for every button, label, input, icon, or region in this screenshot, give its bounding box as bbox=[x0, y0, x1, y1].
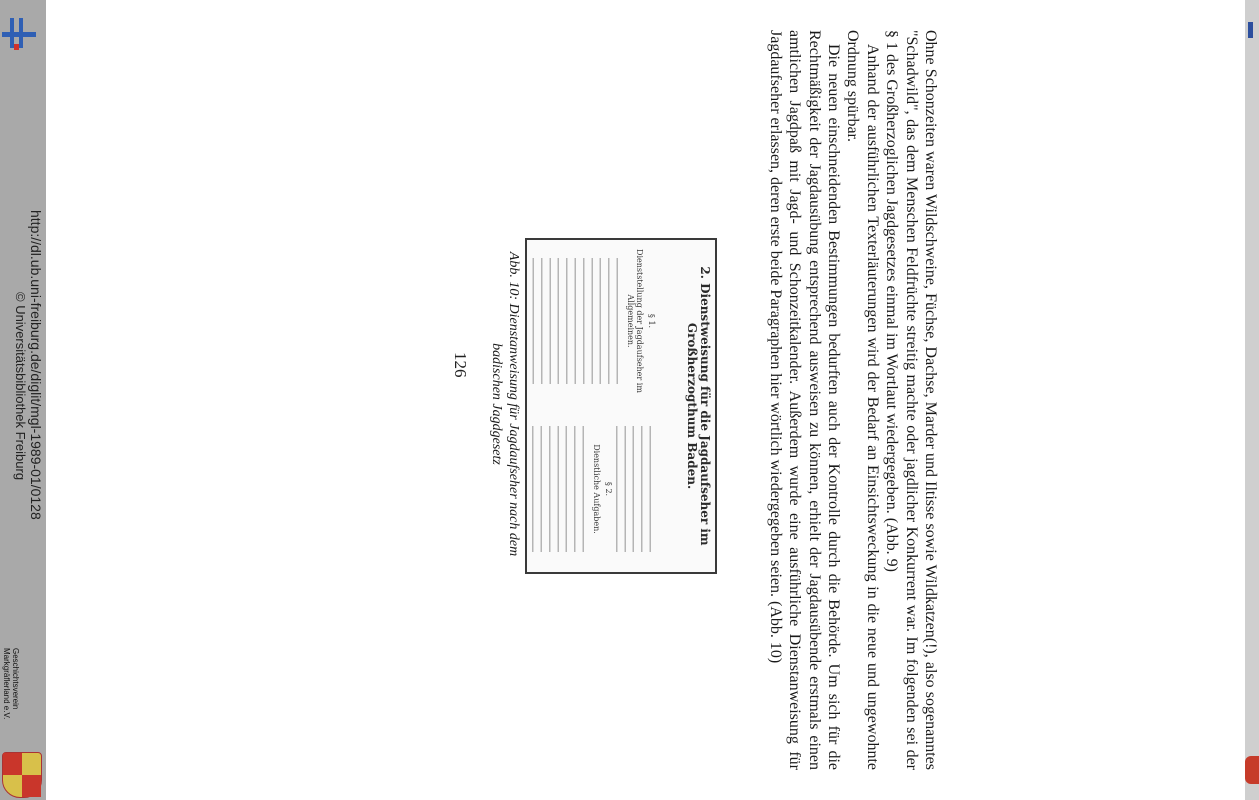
facsimile-section-1-head: Dienststellung der Jagdaufseher im Allgemeinen. bbox=[626, 249, 644, 393]
figure-caption: Abb. 10: Dienstanweisung für Jagdaufseher nach dem badischen Jagdgesetz bbox=[489, 251, 521, 557]
facsimile-section-2: § 2. bbox=[604, 481, 613, 497]
facsimile-text-block bbox=[616, 426, 656, 552]
page-number: 126 bbox=[451, 352, 470, 378]
viewer-left-margin bbox=[0, 0, 46, 800]
facsimile-section-2-head: Dienstliche Aufgaben. bbox=[592, 444, 601, 534]
society-line-2: Markgräflerland e.V. bbox=[2, 648, 11, 720]
facsimile-image bbox=[525, 238, 717, 574]
university-library-logo bbox=[2, 14, 42, 54]
facsimile-text-block bbox=[525, 426, 589, 552]
scanned-page bbox=[380, 30, 940, 770]
facsimile-column-right bbox=[525, 414, 659, 564]
facsimile-text-block bbox=[525, 258, 623, 384]
copyright-notice: © Universitätsbibliothek Freiburg bbox=[13, 292, 28, 481]
body-text bbox=[765, 30, 940, 770]
source-url[interactable]: http://dl.ub.uni-freiburg.de/diglit/mgl-1989-01/0128 bbox=[28, 210, 44, 520]
seal-icon bbox=[1245, 756, 1259, 784]
next-page-marker-icon[interactable] bbox=[1248, 22, 1253, 38]
facsimile-column-left bbox=[525, 246, 659, 396]
coat-of-arms-icon bbox=[2, 752, 42, 798]
paragraph-3: Die neuen einschneidenden Bestimmungen bedurften auch der Kontrolle durch die Behörde. Um sich für die Rechtmäßigkeit der Jagdausübung entsprechend ausweisen zu können, erhielt der Jagdausübende erstmals einen amtlichen Jagdpaß mit Jagd- und Schonzeitkalender. Außerdem wurde eine ausführliche Dienstanweisung für Jagdaufseher erlassen, deren erste beide Paragraphen hier wörtlich wiedergegeben seien. (Abb. 10) bbox=[766, 30, 842, 770]
viewer-right-margin bbox=[1245, 0, 1259, 800]
society-line-1: Geschichtsverein bbox=[11, 648, 20, 710]
facsimile-section-1: § 1. bbox=[647, 313, 656, 329]
facsimile-title: 2. Dienstweisung für die Jagdaufseher im Großherzogthum Baden. bbox=[685, 266, 712, 546]
paragraph-1: Ohne Schonzeiten waren Wildschweine, Füchse, Dachse, Marder und Iltisse sowie Wildkatzen(!), also sogenanntes "Schadwild", das dem Menschen Feldfrüchte streitig machte oder jagdlicher Konkurrent war. Im folgenden sei der § 1 des Großherzoglichen Jagdgesetzes einmal im Wortlaut wiedergegeben. (Abb. 9) bbox=[883, 30, 939, 770]
paragraph-2: Anhand der ausführlichen Texterläuterungen wird der Bedarf an Einsichtsweckung in die neue und ungewohnte Ordnung spürbar. bbox=[844, 30, 881, 770]
